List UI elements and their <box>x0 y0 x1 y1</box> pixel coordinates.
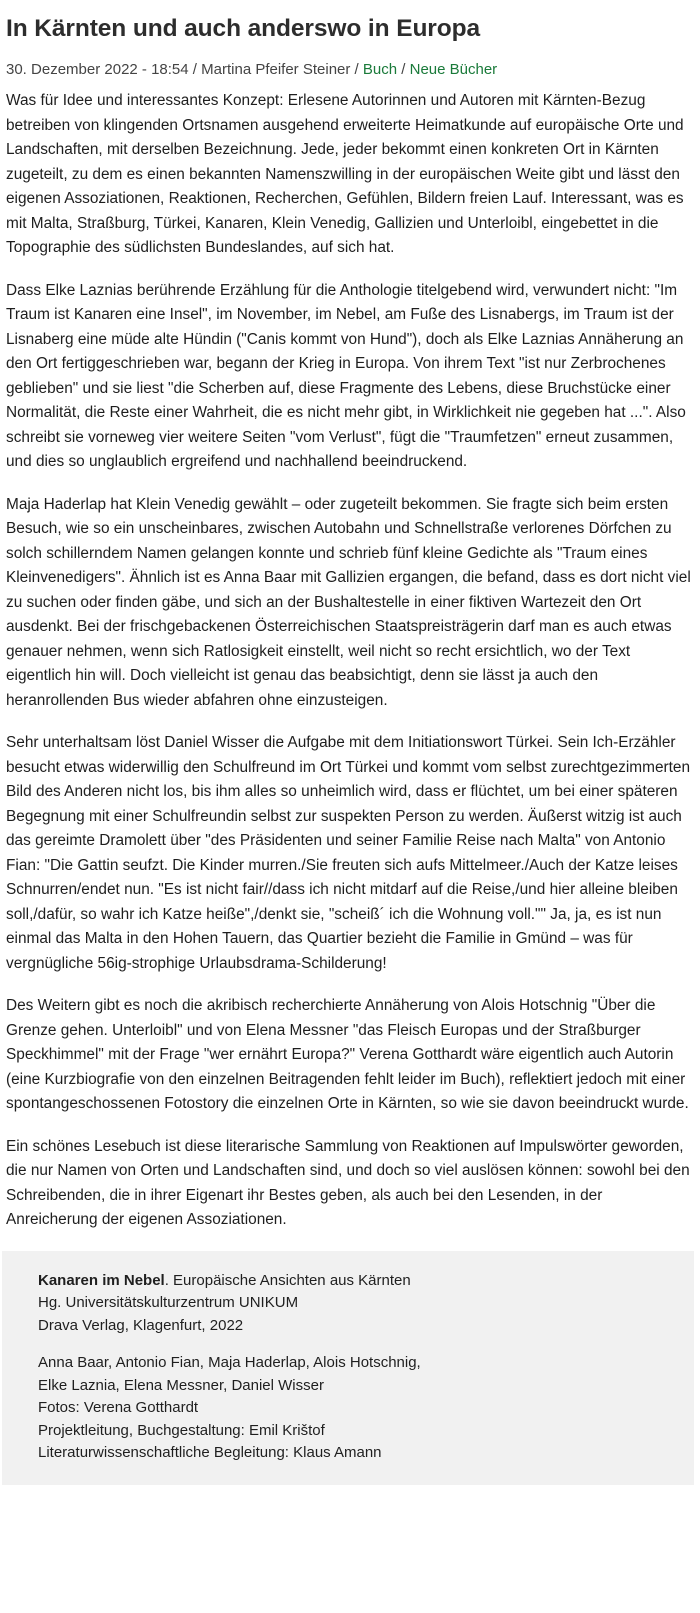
book-publisher: Drava Verlag, Klagenfurt, 2022 <box>38 1316 244 1334</box>
book-title-line <box>38 1270 694 1293</box>
article-meta <box>6 60 694 80</box>
book-authors-line1: Anna Baar, Antonio Fian, Maja Haderlap, Alois Hotschnig, <box>38 1354 421 1371</box>
category-link-buch[interactable]: Buch <box>362 61 398 78</box>
article-paragraph: Des Weitern gibt es noch die akribisch recherchierte Annäherung von Alois Hotschnig "Über die Grenze gehen. Unterloibl" und von Elena Messner "das Fleisch Europas und der Straßburger Speckhimmel" mit der Frage "wer ernährt Europa?" Verena Gotthardt wäre eigentlich auch Autorin (eine Kurzbiografie von den einzelnen Beitragenden fehlt leider im Buch), reflektiert jedoch mit einer spontangeschossenen Fotostory die einzelnen Orte in Kärnten, so wie sie davon beeindruckt wurde. <box>6 997 689 1112</box>
book-subtitle: . Europäische Ansichten aus Kärnten <box>164 1271 411 1289</box>
meta-separator: / <box>188 61 202 78</box>
book-info-spacer <box>38 1337 694 1352</box>
article-paragraph: Dass Elke Laznias berührende Erzählung für die Anthologie titelgebend wird, verwundert nicht: "Im Traum ist Kanaren eine Insel", im November, im Nebel, am Fuße des Lisnabergs, im Traum ist der Lisnaberg eine müde alte Hündin ("Canis kommt von Hund"), doch als Elke Laznias Annäherung an den Ort fertiggeschrieben war, begann der Krieg in Europa. Von ihrem Text "ist nur Zerbrochenes geblieben" und sie liest "die Scherben auf, diese Fragmente des Lebens, diese Bruchstücke einer Normalität, die Reste einer Wahrheit, die es nicht mehr gibt, in Wirklichkeit nie gegeben hat ...". Also schreibt sie vorneweg vier weitere Seiten "vom Verlust", fügt die "Traumfetzen" erneut zusammen, und dies so unglaublich ergreifend und nachhallend beeindruckend. <box>6 281 686 470</box>
article-paragraph: Maja Haderlap hat Klein Venedig gewählt – oder zugeteilt bekommen. Sie fragte sich beim ersten Besuch, wie so ein unscheinbares, zwischen Autobahn und Schnellstraße verlorenes Dörfchen zu solch schillerndem Namen gelangen konnte und schrieb fünf kleine Gedichte als "Traum eines Kleinvenedigers". Ähnlich ist es Anna Baar mit Gallizien ergangen, die befand, dass es dort nicht viel zu suchen oder finden gäbe, und sich an der Bushaltestelle in einer fiktiven Wartezeit den Ort ausdenkt. Bei der frischgebackenen Österreichischen Staatspreisträgerin darf man es auch etwas genauer nehmen, wenn sich Ratlosigkeit einstellt, weil nicht so recht ersichtlich, wo der Text eigentlich hin will. Doch vielleicht ist genau das beabsichtigt, denn sie lässt ja auch den heranrollenden Bus wieder abfahren ohne einzusteigen. <box>6 495 691 709</box>
book-info-box <box>2 1251 694 1485</box>
meta-separator: / <box>350 61 363 78</box>
meta-separator: / <box>397 61 410 78</box>
article-date: 30. Dezember 2022 - 18:54 <box>6 61 189 78</box>
book-photos: Fotos: Verena Gotthardt <box>38 1399 199 1416</box>
book-project-lead: Projektleitung, Buchgestaltung: Emil Krištof <box>38 1421 325 1439</box>
article-paragraph: Was für Idee und interessantes Konzept: Erlesene Autorinnen und Autoren mit Kärnten-Bezug betreiben von klingenden Ortsnamen ausgehend erweiterte Heimatkunde auf europäische Orte und Landschaften, mit derselben Bezeichnung. Jede, jeder bekommt einen konkreten Ort in Kärnten zugeteilt, zu dem es einen bekannten Namenszwilling in der europäischen Weite gibt und lässt den eigenen Assoziationen, Reaktionen, Recherchen, Gefühlen, Bildern freien Lauf. Interessant, was es mit Malta, Straßburg, Türkei, Kanaren, Klein Venedig, Gallizien und Unterloibl, eingebettet in die Topographie des südlichsten Bundeslandes, auf sich hat. <box>6 92 684 256</box>
article-paragraph: Sehr unterhaltsam löst Daniel Wisser die Aufgabe mit dem Initiationswort Türkei. Sein Ich-Erzähler besucht etwas widerwillig den Schulfreund im Ort Türkei und kommt vom selbst zurechtgezimmerten Bild des Anderen nicht los, bis ihm alles so unheimlich wird, dass er flüchtet, um bei einer späteren Begegnung mit einer Schulfreundin selbst zur suspekten Person zu werden. Äußerst witzig ist auch das gereimte Dramolett über "des Präsidenten und seiner Familie Reise nach Malta" von Antonio Fian: "Die Gattin seufzt. Die Kinder murren./Sie freuten sich aufs Mittelmeer./Auch der Katze leises Schnurren/endet nun. "Es ist nicht fair//dass ich nicht mitdarf auf die Reise,/und hier alleine bleiben soll,/dafür, so wahr ich Katze heiße",/denkt sie, "scheiß´ ich die Wohnung voll."" Ja, ja, es ist nun einmal das Malta in den Hohen Tauern, das Quartier bezieht die Familie in Gmünd – was für vergnügliche 56ig-strophige Urlaubsdrama-Schilderung! <box>6 734 691 972</box>
category-link-neue-buecher[interactable]: Neue Bücher <box>409 61 498 78</box>
article-author: Martina Pfeifer Steiner <box>201 61 351 78</box>
article-paragraph: Ein schönes Lesebuch ist diese literarische Sammlung von Reaktionen auf Impulswörter geworden, die nur Namen von Orten und Landschaften sind, und doch so viel auslösen können: sowohl bei den Schreibenden, die in ihrer Eigenart ihr Bestes geben, als auch bei den Lesenden, in der Anreicherung der eigenen Assoziationen. <box>6 1137 690 1228</box>
book-title: Kanaren im Nebel <box>38 1271 165 1289</box>
book-authors-line2: Elke Laznia, Elena Messner, Daniel Wisser <box>38 1376 324 1394</box>
book-scientific-support: Literaturwissenschaftliche Begleitung: Klaus Amann <box>38 1444 382 1461</box>
article-title: In Kärnten und auch anderswo in Europa <box>6 15 480 42</box>
book-editor: Hg. Universitätskulturzentrum UNIKUM <box>38 1294 299 1311</box>
